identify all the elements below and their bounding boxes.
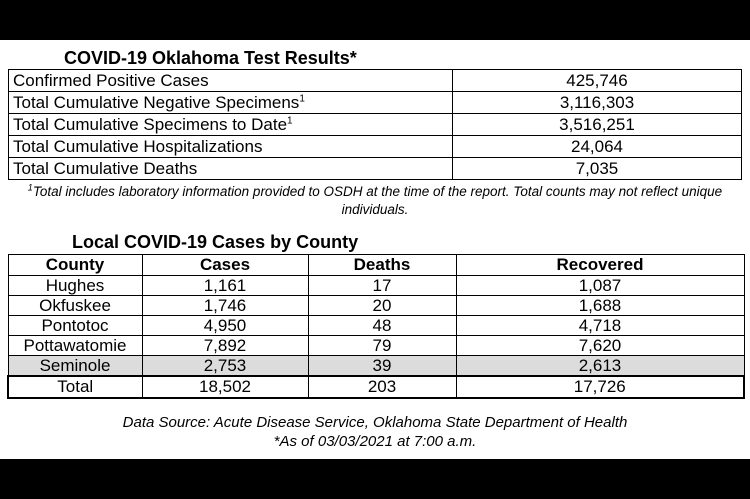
cell-total-label: Total <box>8 376 142 398</box>
cell-county: Pontotoc <box>8 316 142 336</box>
cell-deaths: 39 <box>308 356 456 377</box>
cell-recovered: 1,688 <box>456 296 744 316</box>
cell-county: Hughes <box>8 276 142 296</box>
cell-deaths: 17 <box>308 276 456 296</box>
document-page <box>0 40 750 459</box>
row-label: Total Cumulative Specimens to Date$^1$ <box>9 114 453 136</box>
table-row <box>8 276 744 296</box>
row-value: 7,035 <box>453 158 742 180</box>
table-row <box>8 336 744 356</box>
total-row <box>8 376 744 398</box>
row-label: Total Cumulative Negative Specimens$^1$ <box>9 92 453 114</box>
table-row <box>8 316 744 336</box>
table-header-row <box>8 255 744 276</box>
county-table-title: Local COVID-19 Cases by County <box>72 232 359 252</box>
row-label: Total Cumulative Deaths <box>9 158 453 180</box>
cell-county: Okfuskee <box>8 296 142 316</box>
test-results-title: COVID-19 Oklahoma Test Results* <box>64 48 357 68</box>
row-value: 3,116,303 <box>453 92 742 114</box>
cell-total-deaths: 203 <box>308 376 456 398</box>
cell-total-recovered: 17,726 <box>456 376 744 398</box>
cell-deaths: 48 <box>308 316 456 336</box>
table-row <box>9 158 742 180</box>
as-of-line: *As of 03/03/2021 at 7:00 a.m. <box>273 433 477 450</box>
row-label: Confirmed Positive Cases <box>9 70 453 92</box>
cell-deaths: 79 <box>308 336 456 356</box>
header-recovered: Recovered <box>456 255 744 276</box>
cell-cases: 4,950 <box>142 316 308 336</box>
header-cases: Cases <box>142 255 308 276</box>
table-row <box>9 136 742 158</box>
cell-deaths: 20 <box>308 296 456 316</box>
table-row <box>8 296 744 316</box>
table-row <box>9 114 742 136</box>
footnote: $^1$Total includes laboratory information provided to OSDH at the time of the report. Total counts may not reflect unique individuals. <box>27 182 723 217</box>
cell-recovered: 2,613 <box>456 356 744 377</box>
row-value: 24,064 <box>453 136 742 158</box>
cell-recovered: 4,718 <box>456 316 744 336</box>
row-value: 3,516,251 <box>453 114 742 136</box>
table-row <box>8 356 744 377</box>
test-results-table <box>8 69 742 180</box>
cell-county: Pottawatomie <box>8 336 142 356</box>
cell-cases: 2,753 <box>142 356 308 377</box>
cell-cases: 1,746 <box>142 296 308 316</box>
cell-recovered: 7,620 <box>456 336 744 356</box>
cell-cases: 1,161 <box>142 276 308 296</box>
table-row <box>9 92 742 114</box>
table-row <box>9 70 742 92</box>
cell-total-cases: 18,502 <box>142 376 308 398</box>
source-line: Data Source: Acute Disease Service, Oklahoma State Department of Health <box>122 414 628 431</box>
header-county: County <box>8 255 142 276</box>
cell-cases: 7,892 <box>142 336 308 356</box>
header-deaths: Deaths <box>308 255 456 276</box>
row-label: Total Cumulative Hospitalizations <box>9 136 453 158</box>
row-value: 425,746 <box>453 70 742 92</box>
data-source-note <box>0 413 750 451</box>
cell-recovered: 1,087 <box>456 276 744 296</box>
cell-county: Seminole <box>8 356 142 377</box>
county-table <box>7 254 745 399</box>
